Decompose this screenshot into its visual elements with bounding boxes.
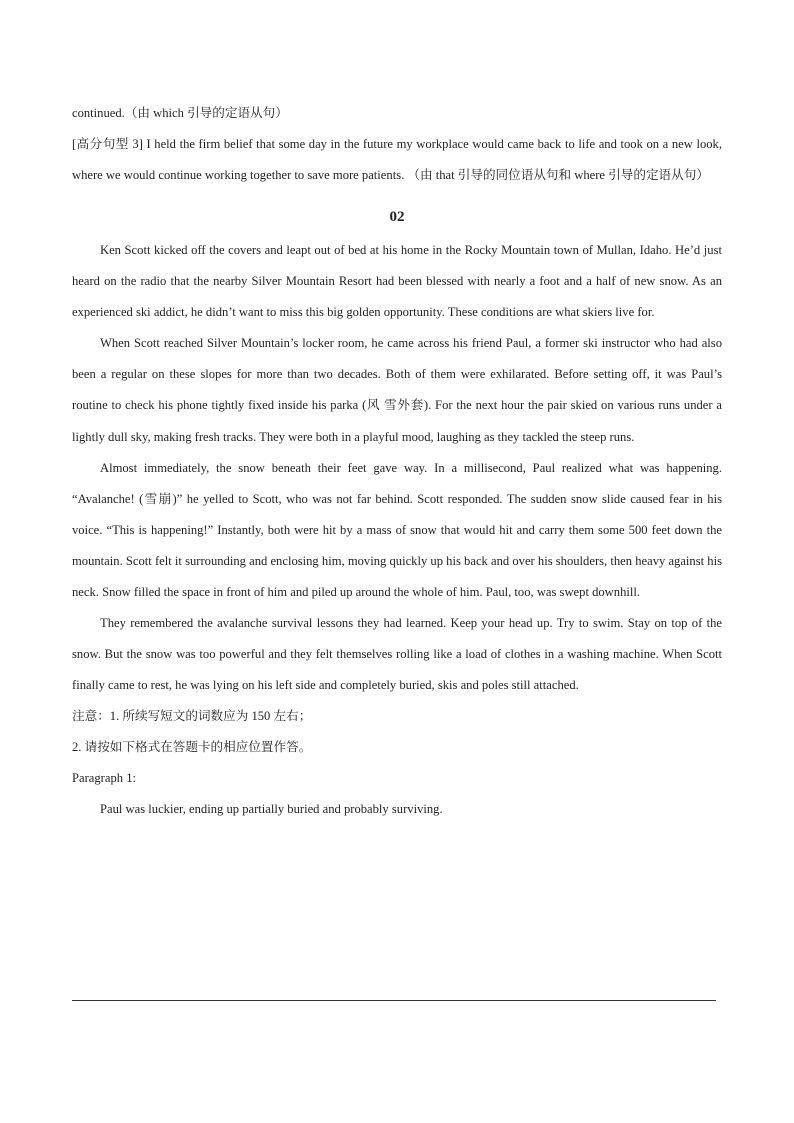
paragraph-label: Paragraph 1: [72,771,136,786]
section-number-title: 02 [389,209,405,225]
story-paragraph-2: When Scott reached Silver Mountain’s locker room, he came across his friend Paul, a former ski instructor who had also been a regular on these slopes for more than two decades. Both of them were exhilarated. Before setting off, it was Paul’s routine to check his phone tightly fixed inside his parka (风 雪外套). For the next hour the pair skied on various runs under a lightly dull sky, making fresh tracks. They were both in a playful mood, laughing as they tackled the steep runs. [72,336,722,444]
intro-advanced-sentence: [高分句型 3] I held the firm belief that some day in the future my workplace would came back to life and took on a new look, where we would continue working together to save more patients. （由 that 引导的同位语从句和 where 引导的定语从句） [72,137,722,182]
note-word-count: 注意：1. 所续写短文的词数应为 150 左右； [72,709,312,724]
story-paragraph-4: They remembered the avalanche survival lessons they had learned. Keep your head up. Try to swim. Stay on top of the snow. But the snow was too powerful and they felt themselves rolling like a load of clothes in a washing machine. When Scott finally came to rest, he was lying on his left side and completely buried, skis and poles still attached. [72,616,722,693]
note-format: 2. 请按如下格式在答题卡的相应位置作答。 [72,740,312,755]
document-page [72,98,722,825]
story-paragraph-1: Ken Scott kicked off the covers and leapt out of bed at his home in the Rocky Mountain town of Mullan, Idaho. He’d just heard on the radio that the nearby Silver Mountain Resort had been blessed with nearly a foot and a half of new snow. As an experienced ski addict, he didn’t want to miss this big golden opportunity. These conditions are what skiers live for. [72,243,722,320]
story-paragraph-3: Almost immediately, the snow beneath their feet gave way. In a millisecond, Paul realized what was happening. “Avalanche! (雪崩)” he yelled to Scott, who was not far behind. Scott responded. The sudden snow slide caused fear in his voice. “This is happening!” Instantly, both were hit by a mass of snow that would hit and carry them some 500 feet down the mountain. Scott felt it surrounding and enclosing him, moving quickly up his back and over his shoulders, then heavy against his neck. Snow filled the space in front of him and piled up around the whole of him. Paul, too, was swept downhill. [72,460,722,600]
intro-continued-line: continued.（由 which 引导的定语从句） [72,106,288,120]
answer-writing-line[interactable] [72,1000,716,1001]
paragraph-starter: Paul was luckier, ending up partially buried and probably surviving. [100,802,443,817]
